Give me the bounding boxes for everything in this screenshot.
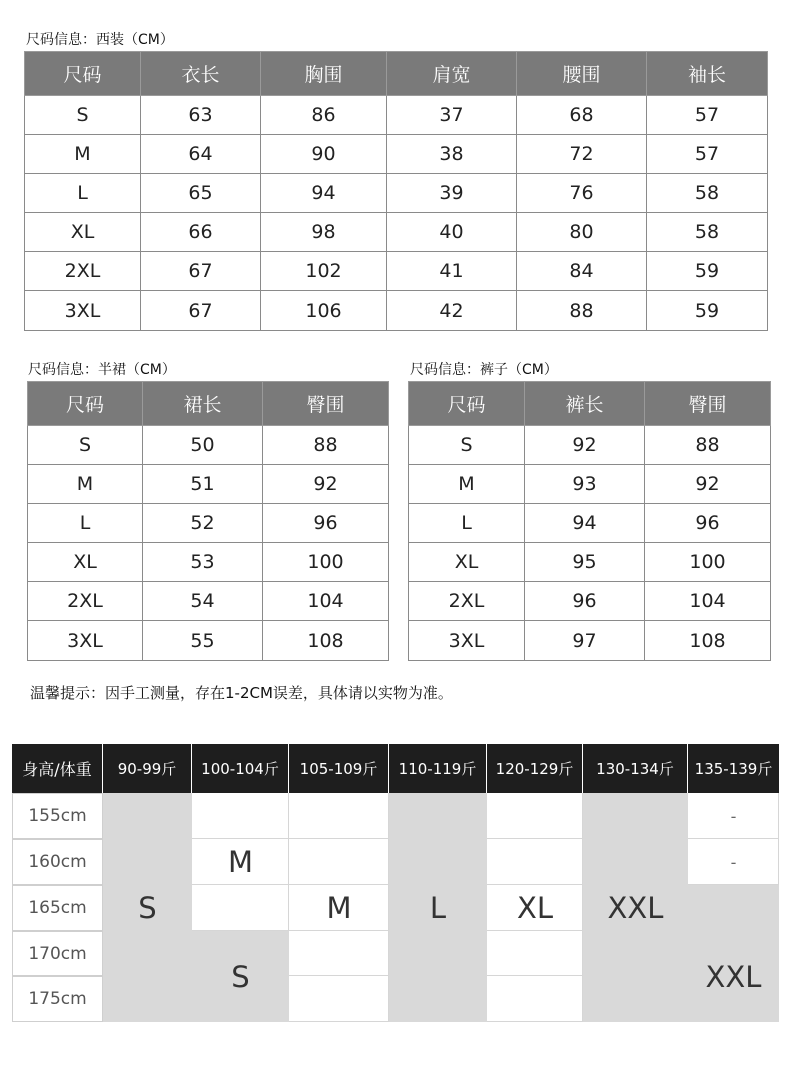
table-row bbox=[28, 543, 389, 582]
suit-header-cell: 肩宽 bbox=[387, 52, 517, 96]
table-row bbox=[409, 465, 771, 504]
size-label: M bbox=[227, 845, 254, 879]
table-row bbox=[28, 504, 389, 543]
grid-cell bbox=[289, 793, 389, 839]
grid-cell bbox=[192, 793, 289, 839]
height-label: 155cm bbox=[12, 793, 103, 839]
table-cell: 2XL bbox=[28, 582, 143, 621]
table-cell: 93 bbox=[525, 465, 645, 504]
size-label: XL bbox=[516, 891, 554, 925]
table-cell: L bbox=[409, 504, 525, 543]
weight-header: 100-104斤 bbox=[192, 744, 289, 793]
table-cell: 67 bbox=[141, 291, 261, 331]
height-label: 175cm bbox=[12, 976, 103, 1022]
table-cell: 58 bbox=[647, 174, 768, 213]
table-cell: 80 bbox=[517, 213, 647, 252]
grid-cell bbox=[289, 931, 389, 976]
table-cell: 106 bbox=[261, 291, 387, 331]
skirt-size-table bbox=[27, 381, 389, 661]
suit-header-row bbox=[25, 52, 768, 96]
table-cell: 96 bbox=[645, 504, 771, 543]
table-cell: 72 bbox=[517, 135, 647, 174]
table-cell: 59 bbox=[647, 291, 768, 331]
table-cell: 42 bbox=[387, 291, 517, 331]
pants-header-cell: 裤长 bbox=[525, 382, 645, 426]
table-cell: 53 bbox=[143, 543, 263, 582]
pants-size-table bbox=[408, 381, 771, 661]
table-cell: 40 bbox=[387, 213, 517, 252]
size-label: S bbox=[231, 959, 250, 994]
table-row bbox=[409, 426, 771, 465]
skirt-header-cell: 尺码 bbox=[28, 382, 143, 426]
table-cell: 3XL bbox=[409, 621, 525, 661]
table-row bbox=[28, 582, 389, 621]
table-cell: 100 bbox=[645, 543, 771, 582]
table-cell: 100 bbox=[263, 543, 389, 582]
table-cell: 86 bbox=[261, 96, 387, 135]
table-cell: 108 bbox=[263, 621, 389, 661]
table-cell: 38 bbox=[387, 135, 517, 174]
table-cell: 57 bbox=[647, 135, 768, 174]
table-row bbox=[28, 465, 389, 504]
grid-cell bbox=[487, 976, 583, 1022]
skirt-header-cell: 臀围 bbox=[263, 382, 389, 426]
table-cell: M bbox=[28, 465, 143, 504]
table-cell: 97 bbox=[525, 621, 645, 661]
table-cell: S bbox=[409, 426, 525, 465]
pants-header-row bbox=[409, 382, 771, 426]
table-cell: XL bbox=[409, 543, 525, 582]
table-cell: 65 bbox=[141, 174, 261, 213]
table-row bbox=[25, 291, 768, 331]
table-cell: 108 bbox=[645, 621, 771, 661]
table-cell: 104 bbox=[263, 582, 389, 621]
size-recommendation-grid bbox=[12, 744, 779, 1022]
size-label: S bbox=[138, 891, 157, 925]
table-row bbox=[409, 543, 771, 582]
grid-cell bbox=[192, 885, 289, 931]
table-cell: 41 bbox=[387, 252, 517, 291]
suit-header-cell: 衣长 bbox=[141, 52, 261, 96]
suit-header-cell: 胸围 bbox=[261, 52, 387, 96]
table-row bbox=[28, 621, 389, 661]
skirt-caption: 尺码信息：半裙（CM） bbox=[28, 362, 176, 378]
table-cell: 57 bbox=[647, 96, 768, 135]
table-cell: 104 bbox=[645, 582, 771, 621]
suit-size-table bbox=[24, 51, 768, 331]
grid-cell bbox=[487, 793, 583, 839]
table-cell: 92 bbox=[263, 465, 389, 504]
table-cell: 37 bbox=[387, 96, 517, 135]
table-cell: 51 bbox=[143, 465, 263, 504]
table-row bbox=[409, 504, 771, 543]
size-label: M bbox=[326, 891, 352, 925]
weight-header: 105-109斤 bbox=[289, 744, 389, 793]
weight-header: 130-134斤 bbox=[583, 744, 688, 793]
size-label: L bbox=[429, 891, 447, 925]
skirt-header-cell: 裙长 bbox=[143, 382, 263, 426]
empty-dash: - bbox=[730, 852, 737, 872]
table-cell: M bbox=[409, 465, 525, 504]
corner-header: 身高/体重 bbox=[12, 744, 103, 793]
table-cell: 63 bbox=[141, 96, 261, 135]
table-cell: 3XL bbox=[25, 291, 141, 331]
weight-header: 120-129斤 bbox=[487, 744, 583, 793]
grid-cell bbox=[487, 839, 583, 885]
pants-caption: 尺码信息：裤子（CM） bbox=[410, 362, 558, 378]
table-cell: 68 bbox=[517, 96, 647, 135]
height-label: 160cm bbox=[12, 839, 103, 885]
table-row bbox=[28, 426, 389, 465]
table-cell: 54 bbox=[143, 582, 263, 621]
table-cell: 39 bbox=[387, 174, 517, 213]
table-cell: 2XL bbox=[25, 252, 141, 291]
table-row bbox=[25, 96, 768, 135]
size-label: XXL bbox=[607, 891, 664, 925]
grid-cell bbox=[487, 931, 583, 976]
table-cell: 67 bbox=[141, 252, 261, 291]
table-cell: 94 bbox=[261, 174, 387, 213]
table-cell: 3XL bbox=[28, 621, 143, 661]
pants-header-cell: 臀围 bbox=[645, 382, 771, 426]
empty-dash: - bbox=[730, 806, 737, 826]
table-cell: 88 bbox=[263, 426, 389, 465]
table-cell: 55 bbox=[143, 621, 263, 661]
table-row bbox=[409, 582, 771, 621]
suit-header-cell: 袖长 bbox=[647, 52, 768, 96]
table-cell: L bbox=[28, 504, 143, 543]
table-cell: 96 bbox=[525, 582, 645, 621]
table-row bbox=[409, 621, 771, 661]
table-cell: 66 bbox=[141, 213, 261, 252]
table-cell: 88 bbox=[645, 426, 771, 465]
height-label: 165cm bbox=[12, 885, 103, 931]
suit-header-cell: 腰围 bbox=[517, 52, 647, 96]
table-cell: XL bbox=[28, 543, 143, 582]
table-cell: M bbox=[25, 135, 141, 174]
pants-header-cell: 尺码 bbox=[409, 382, 525, 426]
table-cell: 95 bbox=[525, 543, 645, 582]
table-cell: 2XL bbox=[409, 582, 525, 621]
suit-header-cell: 尺码 bbox=[25, 52, 141, 96]
table-cell: 52 bbox=[143, 504, 263, 543]
height-label: 170cm bbox=[12, 931, 103, 976]
weight-header: 90-99斤 bbox=[103, 744, 192, 793]
table-cell: 98 bbox=[261, 213, 387, 252]
size-label: XXL bbox=[705, 960, 762, 994]
table-cell: L bbox=[25, 174, 141, 213]
grid-cell bbox=[289, 839, 389, 885]
table-row bbox=[25, 213, 768, 252]
table-cell: XL bbox=[25, 213, 141, 252]
table-cell: 88 bbox=[517, 291, 647, 331]
table-cell: 84 bbox=[517, 252, 647, 291]
table-cell: 76 bbox=[517, 174, 647, 213]
table-cell: S bbox=[25, 96, 141, 135]
table-cell: 90 bbox=[261, 135, 387, 174]
suit-caption: 尺码信息：西装（CM） bbox=[26, 32, 174, 48]
table-cell: 92 bbox=[525, 426, 645, 465]
table-cell: 50 bbox=[143, 426, 263, 465]
table-cell: 92 bbox=[645, 465, 771, 504]
grid-cell bbox=[289, 976, 389, 1022]
measurement-note: 温馨提示：因手工测量，存在1-2CM误差，具体请以实物为准。 bbox=[30, 684, 453, 702]
table-cell: 64 bbox=[141, 135, 261, 174]
table-row bbox=[25, 174, 768, 213]
table-row bbox=[25, 252, 768, 291]
weight-header: 135-139斤 bbox=[688, 744, 779, 793]
weight-header: 110-119斤 bbox=[389, 744, 487, 793]
table-cell: 58 bbox=[647, 213, 768, 252]
table-cell: 59 bbox=[647, 252, 768, 291]
skirt-header-row bbox=[28, 382, 389, 426]
table-row bbox=[25, 135, 768, 174]
table-cell: S bbox=[28, 426, 143, 465]
table-cell: 102 bbox=[261, 252, 387, 291]
table-cell: 96 bbox=[263, 504, 389, 543]
table-cell: 94 bbox=[525, 504, 645, 543]
